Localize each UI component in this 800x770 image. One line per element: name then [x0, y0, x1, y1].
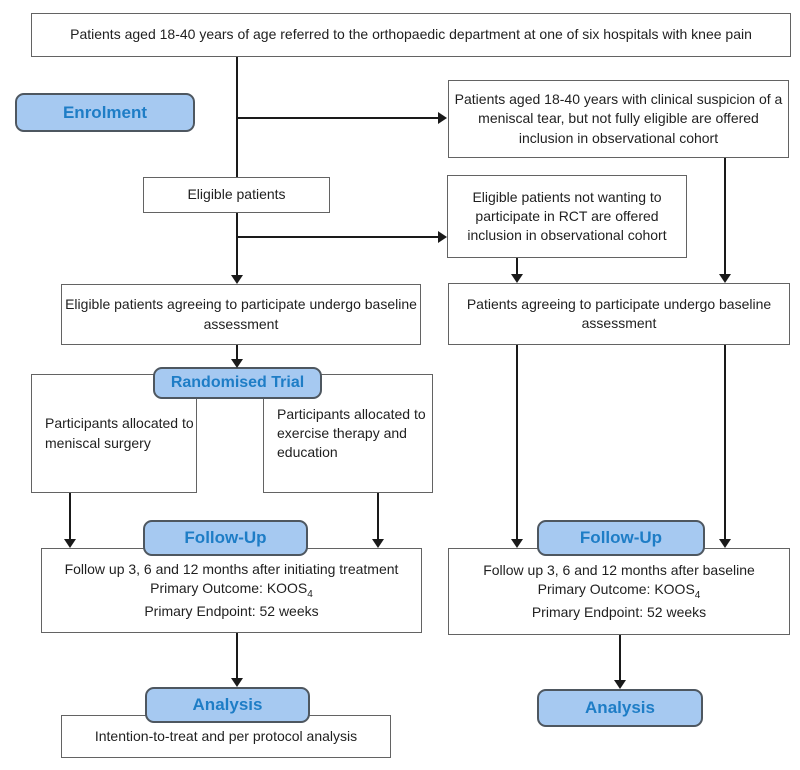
- followup-rct-line2: Primary Outcome: KOOS: [150, 580, 308, 597]
- arrowhead-into-not-wanting-rct: [438, 231, 447, 243]
- connector-not-fully-eligible-to-cohort-baseline: [724, 158, 726, 276]
- connector-exercise-to-followup: [377, 493, 379, 541]
- connector-followup-to-analysis-right: [619, 635, 621, 682]
- box-rct-baseline-text: Eligible patients agreeing to participate undergo baseline assessment: [65, 296, 417, 332]
- box-cohort-baseline: [448, 283, 790, 345]
- connector-surgery-to-followup: [69, 493, 71, 541]
- followup-cohort-koos-subscript: 4: [694, 590, 701, 601]
- box-not-wanting-rct-text: Eligible patients not wanting to participate in RCT are offered inclusion in observational cohort: [467, 188, 667, 244]
- box-followup-rct-text: [65, 560, 399, 621]
- box-analysis-note-text: Intention-to-treat and per protocol analysis: [94, 727, 358, 744]
- arrowhead-into-rct-baseline: [231, 275, 243, 284]
- badge-enrolment-label: Enrolment: [62, 102, 148, 122]
- badge-analysis-left-label: Analysis: [192, 695, 263, 714]
- box-eligible-patients: [143, 177, 330, 213]
- box-not-fully-eligible-text: Patients aged 18-40 years with clinical suspicion of a meniscal tear, but not fully eligible are offered inclusion in observational cohort: [454, 91, 783, 146]
- badge-randomised-trial-label: Randomised Trial: [170, 374, 305, 391]
- box-referral-population: [31, 13, 791, 57]
- box-referral-text: Patients aged 18-40 years of age referred to the orthopaedic department at one of six hospitals with knee pain: [70, 26, 752, 43]
- box-allocated-exercise-text: Participants allocated to exercise therapy and education: [277, 405, 426, 461]
- followup-cohort-line2: Primary Outcome: KOOS: [537, 581, 695, 598]
- arrowhead-followup-right-a: [511, 539, 523, 548]
- arrowhead-into-analysis-right: [614, 680, 626, 689]
- box-followup-cohort: [448, 548, 790, 635]
- followup-rct-koos-subscript: 4: [307, 589, 313, 600]
- connector-cohort-baseline-to-followup-a: [516, 345, 518, 541]
- connector-branch-to-not-wanting-rct: [237, 236, 438, 238]
- box-followup-rct: [41, 548, 422, 633]
- connector-eligible-to-baseline: [236, 213, 238, 277]
- box-eligible-patients-text: Eligible patients: [187, 186, 286, 203]
- arrowhead-followup-right-b: [719, 539, 731, 548]
- badge-analysis-right: [537, 689, 703, 727]
- arrowhead-followup-left-a: [64, 539, 76, 548]
- box-followup-cohort-text: [483, 561, 755, 622]
- badge-followup-right: [537, 520, 705, 556]
- arrowhead-into-analysis-left: [231, 678, 243, 687]
- connector-branch-to-not-fully-eligible: [237, 117, 438, 119]
- badge-followup-left: [143, 520, 308, 556]
- followup-rct-line1: Follow up 3, 6 and 12 months after initiating treatment: [64, 560, 399, 577]
- arrowhead-cohort-baseline-left: [511, 274, 523, 283]
- badge-enrolment: [15, 93, 195, 132]
- followup-cohort-line1: Follow up 3, 6 and 12 months after baseline: [483, 561, 755, 578]
- box-not-fully-eligible: [448, 80, 789, 158]
- arrowhead-cohort-baseline-right: [719, 274, 731, 283]
- arrowhead-into-not-fully-eligible: [438, 112, 447, 124]
- connector-cohort-baseline-to-followup-b: [724, 345, 726, 541]
- box-cohort-baseline-text: Patients agreeing to participate undergo baseline assessment: [466, 295, 772, 331]
- arrowhead-into-randomised-trial: [231, 359, 243, 368]
- badge-followup-right-label: Follow-Up: [579, 528, 663, 547]
- badge-analysis-left: [145, 687, 310, 723]
- connector-followup-to-analysis-left: [236, 633, 238, 680]
- badge-followup-left-label: Follow-Up: [184, 528, 267, 547]
- badge-analysis-right-label: Analysis: [585, 698, 655, 717]
- box-rct-baseline: [61, 284, 421, 345]
- followup-rct-line3: Primary Endpoint: 52 weeks: [144, 602, 319, 619]
- box-not-wanting-rct: [447, 175, 687, 258]
- box-allocated-surgery-text: Participants allocated to meniscal surgery: [45, 415, 194, 451]
- followup-cohort-line3: Primary Endpoint: 52 weeks: [531, 603, 707, 620]
- arrowhead-followup-left-b: [372, 539, 384, 548]
- badge-randomised-trial: [153, 367, 322, 399]
